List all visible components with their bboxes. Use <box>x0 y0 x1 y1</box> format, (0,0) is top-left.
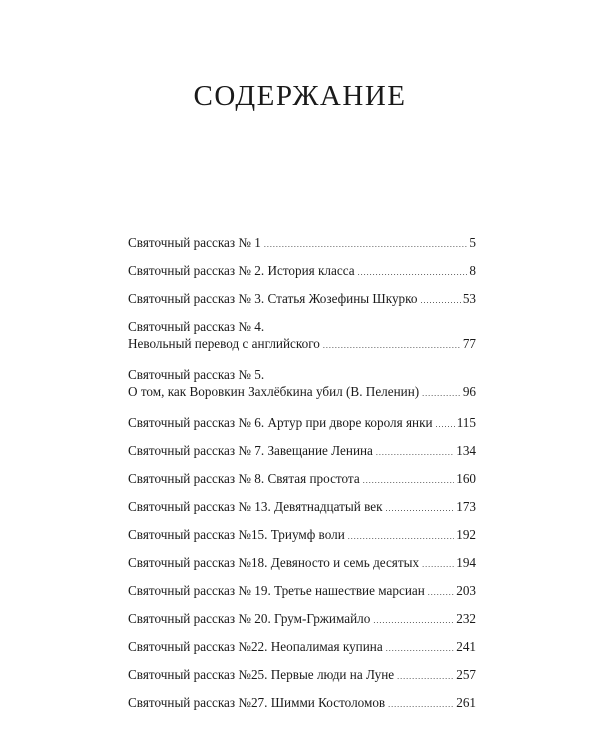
toc-entry-title: Святочный рассказ №18. Девяносто и семь десятых <box>128 555 420 570</box>
toc-page-number: 232 <box>456 611 476 626</box>
dot-leader <box>397 668 454 685</box>
toc-entry <box>128 234 476 262</box>
toc-page-number: 160 <box>456 471 476 486</box>
toc-page-number: 192 <box>456 527 476 542</box>
toc-entry-line <box>128 638 476 657</box>
toc-entry-line <box>128 554 476 573</box>
toc-entry-line <box>128 262 476 281</box>
toc-entry-title: Святочный рассказ №15. Триумф воли <box>128 527 345 542</box>
toc-entry-line <box>128 383 476 402</box>
toc-entry-title: Святочный рассказ № 13. Девятнадцатый век <box>128 499 383 514</box>
toc-page-number: 257 <box>456 667 476 682</box>
toc-page-number: 203 <box>456 583 476 598</box>
toc-entry <box>128 442 476 470</box>
dot-leader <box>436 416 455 433</box>
dot-leader <box>264 236 468 253</box>
dot-leader <box>376 444 454 461</box>
toc-page-number: 53 <box>462 291 476 306</box>
toc-entry-line <box>128 470 476 489</box>
toc-entry <box>128 582 476 610</box>
toc-entry <box>128 366 476 414</box>
toc-entry-line <box>128 666 476 685</box>
toc-entry-title: Святочный рассказ № 7. Завещание Ленина <box>128 443 373 458</box>
toc-entry-line <box>128 610 476 629</box>
toc-entry-title: Святочный рассказ №25. Первые люди на Луне <box>128 667 395 682</box>
toc-entry-title: Святочный рассказ № 1 <box>128 235 261 250</box>
toc-entry <box>128 666 476 694</box>
dot-leader <box>363 472 455 489</box>
toc-page-number: 115 <box>456 415 476 430</box>
dot-leader <box>428 584 454 601</box>
toc-entry-title: Невольный перевод с английского <box>128 336 320 351</box>
toc-entry-title: О том, как Воровкин Захлёбкина убил (В. Пеленин) <box>128 384 420 399</box>
toc-entry <box>128 610 476 638</box>
toc-entry-line <box>128 414 476 433</box>
toc-entry-title: Святочный рассказ № 6. Артур при дворе короля янки <box>128 415 433 430</box>
toc-entry-title: Святочный рассказ №27. Шимми Костоломов <box>128 695 386 710</box>
toc-page-number: 77 <box>462 336 476 351</box>
toc-entry-line <box>128 234 476 253</box>
toc-page-number: 241 <box>456 639 476 654</box>
toc-entry <box>128 526 476 554</box>
toc-page-number: 173 <box>456 499 476 514</box>
dot-leader <box>422 385 461 402</box>
toc-entry-title: Святочный рассказ № 2. История класса <box>128 263 355 278</box>
toc-entry-heading: Святочный рассказ № 4. <box>128 319 265 334</box>
toc-entry-line <box>128 335 476 354</box>
toc-entry-line <box>128 290 476 309</box>
toc-entry-line <box>128 498 476 517</box>
toc-page-number: 261 <box>456 695 476 710</box>
toc-entry <box>128 470 476 498</box>
toc-entry-title: Святочный рассказ № 8. Святая простота <box>128 471 360 486</box>
toc-page-number: 96 <box>462 384 476 399</box>
toc-entry <box>128 262 476 290</box>
toc-entry-line <box>128 694 476 713</box>
toc-entry <box>128 498 476 526</box>
dot-leader <box>388 696 454 713</box>
toc-entry <box>128 414 476 442</box>
toc-entry-title: Святочный рассказ № 19. Третье нашествие марсиан <box>128 583 425 598</box>
dot-leader <box>386 500 455 517</box>
toc-page-number: 134 <box>456 443 476 458</box>
toc-entry <box>128 554 476 582</box>
toc-entry-title: Святочный рассказ № 3. Статья Жозефины Шкурко <box>128 291 418 306</box>
toc-entry-line <box>128 526 476 545</box>
toc-entry-heading: Святочный рассказ № 5. <box>128 367 265 382</box>
toc-page-number: 5 <box>469 235 476 250</box>
toc-entry-title: Святочный рассказ № 20. Грум-Гржимайло <box>128 611 371 626</box>
toc-entry <box>128 638 476 666</box>
dot-leader <box>323 337 461 354</box>
dot-leader <box>420 292 460 309</box>
toc-page-number: 8 <box>469 263 476 278</box>
page-title: СОДЕРЖАНИЕ <box>193 80 407 112</box>
toc-entry <box>128 290 476 318</box>
dot-leader <box>422 556 454 573</box>
dot-leader <box>358 264 468 281</box>
toc-page-number: 194 <box>456 555 476 570</box>
dot-leader <box>348 528 454 545</box>
dot-leader <box>373 612 454 629</box>
dot-leader <box>386 640 455 657</box>
toc-entry-line <box>128 582 476 601</box>
toc-entry <box>128 694 476 722</box>
toc-entry <box>128 318 476 366</box>
toc-entry-title: Святочный рассказ №22. Неопалимая купина <box>128 639 383 654</box>
table-of-contents <box>128 234 476 722</box>
toc-entry-line <box>128 442 476 461</box>
